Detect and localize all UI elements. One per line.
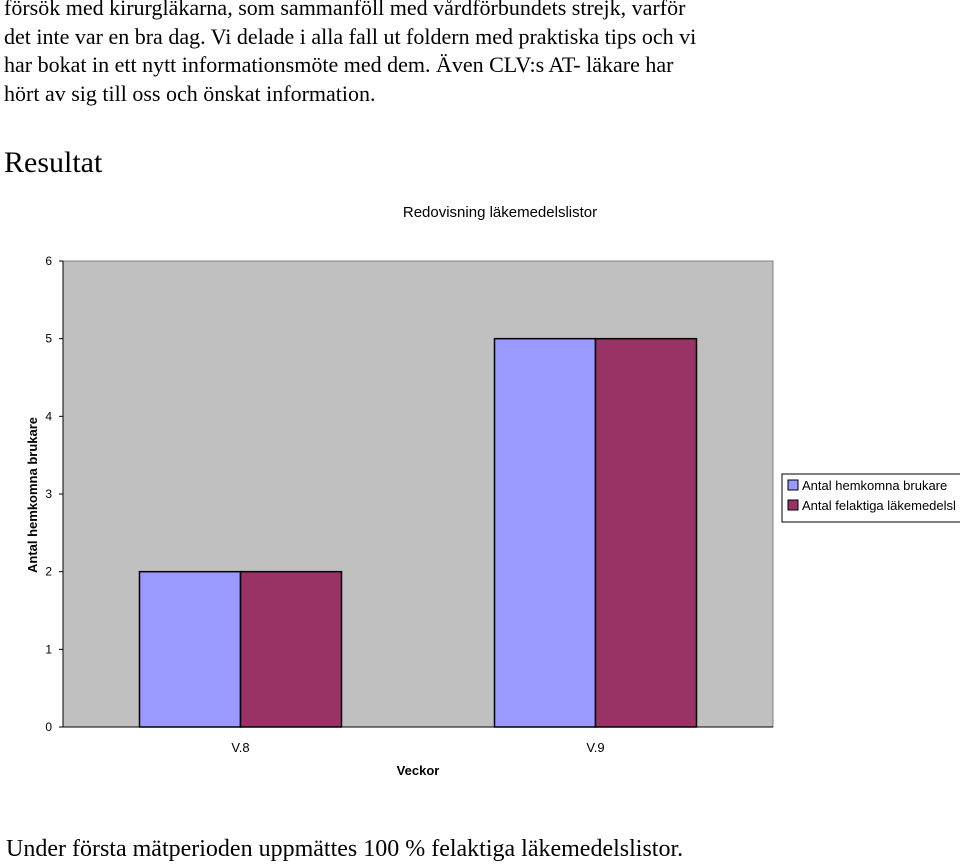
- paragraph-line: försök med kirurgläkarna, som sammanföll med vårdförbundets strejk, varför: [4, 0, 686, 20]
- y-tick-label: 5: [45, 331, 52, 346]
- x-tick-label: V.8: [231, 740, 250, 755]
- footer-text: Under första mätperioden uppmättes 100 % felaktiga läkemedelslistor.: [6, 836, 684, 862]
- legend-label: Antal hemkomna brukare: [802, 478, 948, 493]
- bar-hemkomna-v8: [140, 572, 241, 727]
- x-tick-label: V.9: [586, 740, 605, 755]
- y-tick-label: 3: [45, 487, 52, 501]
- y-tick-label: 0: [45, 720, 52, 734]
- legend-swatch: [788, 480, 798, 490]
- x-axis-title: Veckor: [396, 763, 440, 778]
- y-axis-title: Antal hemkomna brukare: [25, 416, 40, 574]
- legend-label: Antal felaktiga läkemedelsl: [802, 498, 956, 513]
- paragraph-line: har bokat in ett nytt informationsmöte med dem. Även CLV:s AT- läkare har: [4, 52, 674, 77]
- section-heading: Resultat: [4, 146, 103, 179]
- chart-title: Redovisning läkemedelslistor: [402, 204, 598, 221]
- y-tick-label: 4: [45, 409, 52, 424]
- bar-felaktiga-v9: [596, 339, 697, 727]
- y-tick-label: 1: [45, 642, 52, 657]
- y-tick-label: 6: [45, 254, 52, 268]
- paragraph-line: det inte var en bra dag. Vi delade i alla fall ut foldern med praktiska tips och vi: [4, 23, 697, 49]
- paragraph-line: hört av sig till oss och önskat information.: [4, 80, 376, 106]
- bar-hemkomna-v9: [495, 339, 596, 727]
- bar-felaktiga-v8: [241, 572, 342, 727]
- legend-swatch: [788, 500, 798, 510]
- y-tick-label: 2: [45, 564, 52, 579]
